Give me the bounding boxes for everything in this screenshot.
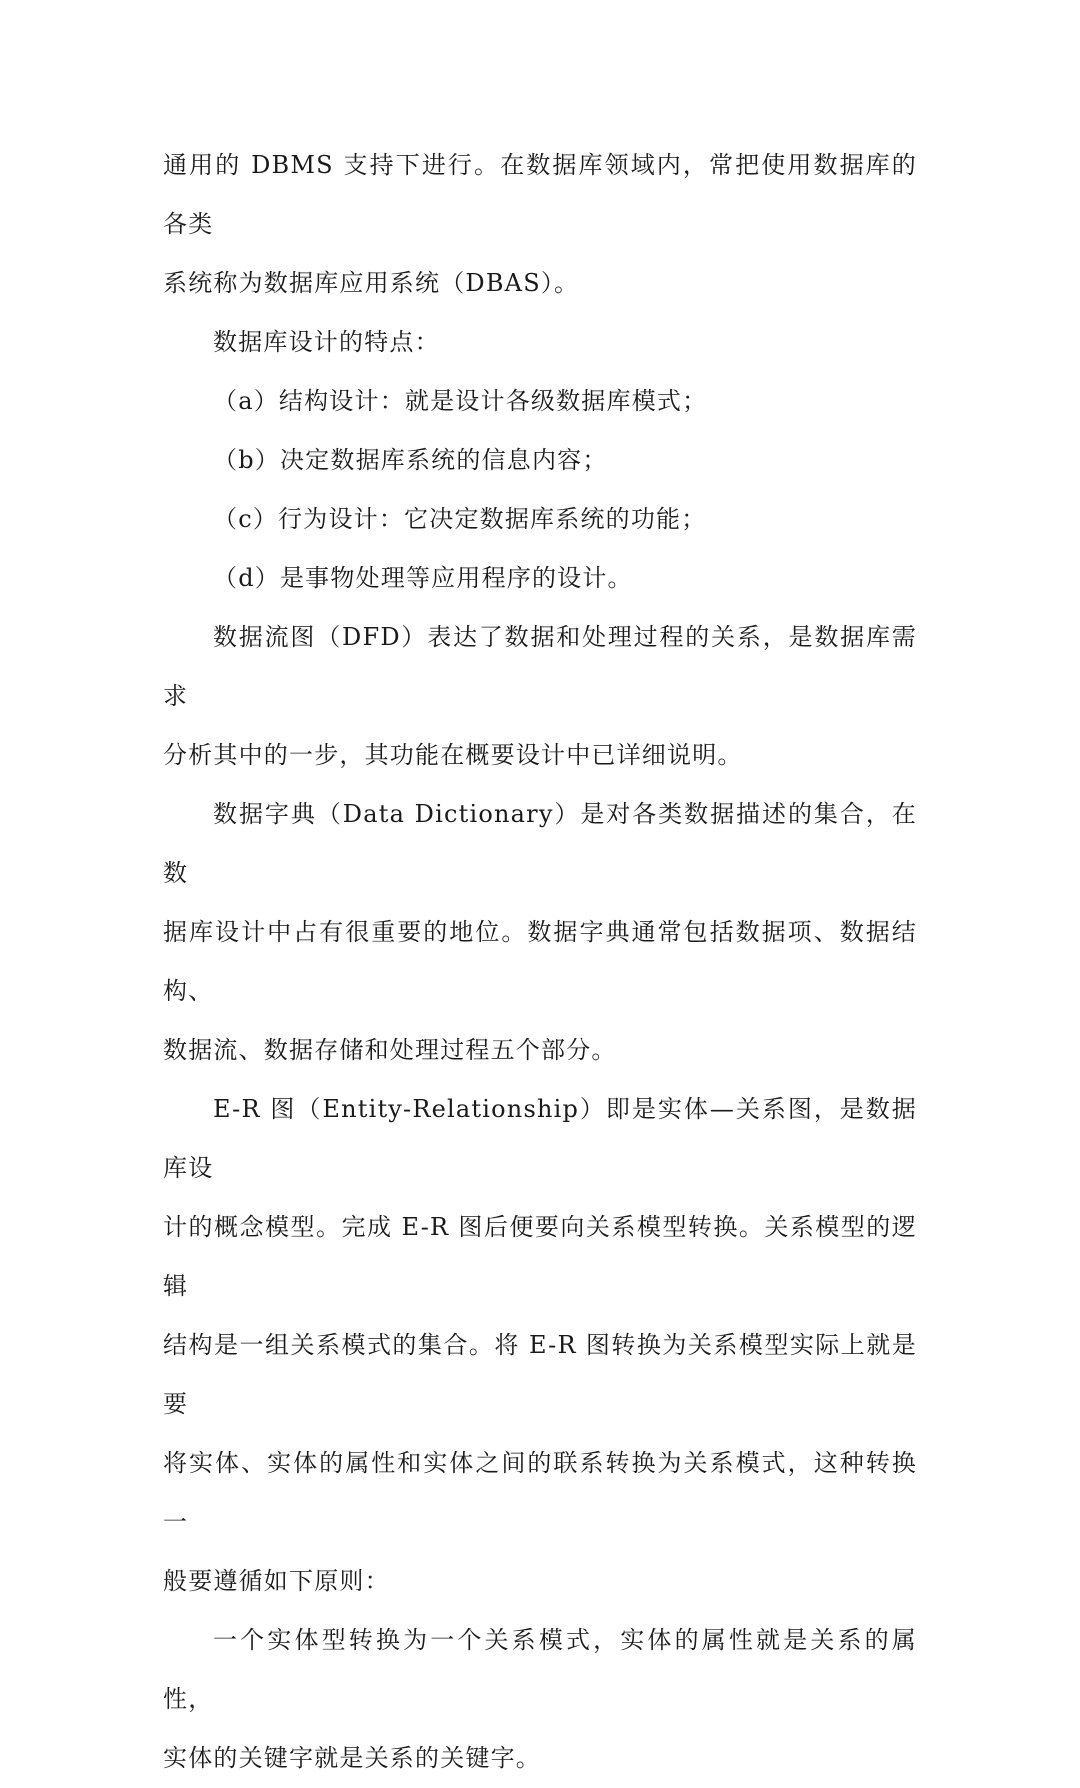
text-line: 计的概念模型。完成 E-R 图后便要向关系模型转换。关系模型的逻辑 — [163, 1213, 917, 1300]
text-line: 数据流、数据存储和处理过程五个部分。 — [163, 1036, 617, 1064]
text-line: 数据字典（Data Dictionary）是对各类数据描述的集合，在数 — [163, 800, 917, 887]
text-line: （a）结构设计：就是设计各级数据库模式； — [213, 387, 708, 415]
text-line: 据库设计中占有很重要的地位。数据字典通常包括数据项、数据结构、 — [163, 918, 917, 1005]
text-line: 通用的 DBMS 支持下进行。在数据库领域内，常把使用数据库的各类 — [163, 151, 917, 238]
document-page — [163, 136, 917, 1788]
text-line: 分析其中的一步，其功能在概要设计中已详细说明。 — [163, 741, 743, 769]
text-line: E-R 图（Entity-Relationship）即是实体—关系图，是数据库设 — [163, 1095, 917, 1182]
paragraph-features-heading — [163, 313, 917, 372]
text-line: 般要遵循如下原则： — [163, 1567, 390, 1595]
list-item-a — [163, 372, 917, 431]
text-line: 一个实体型转换为一个关系模式，实体的属性就是关系的属性， — [163, 1626, 917, 1713]
paragraph-dfd — [163, 608, 917, 785]
paragraph-dbas — [163, 136, 917, 313]
paragraph-data-dictionary — [163, 785, 917, 1080]
list-item-b — [163, 431, 917, 490]
text-line: 系统称为数据库应用系统（DBAS）。 — [163, 269, 580, 297]
list-item-d — [163, 549, 917, 608]
paragraph-er-diagram — [163, 1080, 917, 1611]
text-line: （b）决定数据库系统的信息内容； — [213, 446, 608, 474]
text-line: 数据流图（DFD）表达了数据和处理过程的关系，是数据库需求 — [163, 623, 917, 710]
text-line: 结构是一组关系模式的集合。将 E-R 图转换为关系模型实际上就是要 — [163, 1331, 917, 1418]
paragraph-entity-conversion — [163, 1611, 917, 1788]
text-line: 将实体、实体的属性和实体之间的联系转换为关系模式，这种转换一 — [163, 1449, 917, 1536]
text-line: （c）行为设计：它决定数据库系统的功能； — [213, 505, 707, 533]
text-line: （d）是事物处理等应用程序的设计。 — [213, 564, 633, 592]
text-line: 数据库设计的特点： — [213, 328, 440, 356]
text-line: 实体的关键字就是关系的关键字。 — [163, 1744, 541, 1772]
list-item-c — [163, 490, 917, 549]
